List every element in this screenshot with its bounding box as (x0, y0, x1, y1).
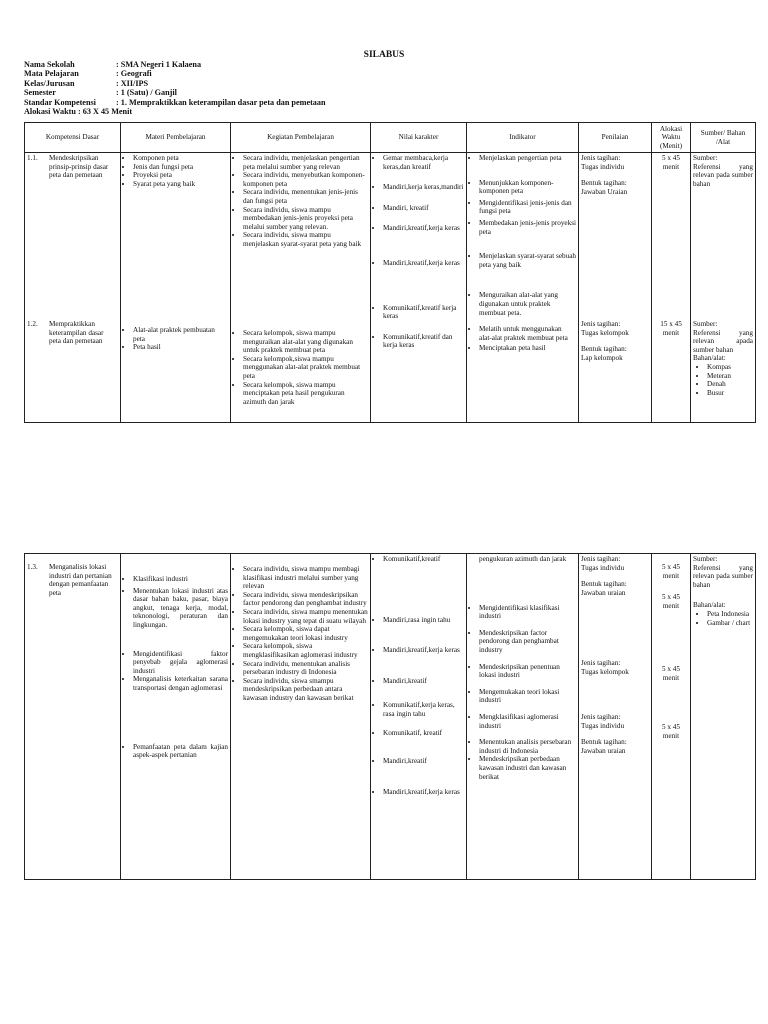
list-item: • Mengklasifikasi aglomerasi industri (479, 713, 576, 730)
header-nilai-karakter: Nilai karakter (371, 123, 467, 153)
materi-cell (121, 554, 231, 880)
sumber-cell: Sumber: Referensi yang relevan pada sumber bahan Bahan/alat: • Peta Indonesia • Gambar / chart (691, 554, 756, 880)
list-item: • Secara individu, siswa mampu menentukan lokasi industry yang tepat di suatu wilayah (243, 608, 368, 625)
list-item: • Busur (707, 389, 753, 398)
list-item: • Secara kelompok, siswa mampu menguraikan alat-alat yang digunakan untuk praktek membuat peta (243, 329, 368, 355)
list-item: • Denah (707, 380, 753, 389)
list-item: • Secara individu, siswa mampu menjelaskan syarat-syarat peta yang baik (243, 231, 368, 248)
list-item: • Komunikatif,kreatif dan kerja keras (383, 333, 464, 350)
list-item: • Menguraikan alat-alat yang digunakan untuk praktek membuat peta. (479, 291, 576, 317)
list-item: • Jenis dan fungsi peta (133, 163, 228, 172)
header-indikator: Indikator (467, 123, 579, 153)
list-item: • Menganalisis keterkaitan sarana transportasi dengan aglomerasi (133, 675, 228, 692)
alokasi-cell: 5 x 45 menit 15 x 45 menit (652, 153, 691, 423)
header-materi: Materi Pembelajaran (121, 123, 231, 153)
kompetensi-dasar-cell: 1.1. Mendeskripsikan prinsip-prinsip dasar peta dan pemetaan 1.2. Mempraktikkan keterampilan dasar peta dan pemetaan (25, 153, 121, 423)
list-item: • Mandiri,rasa ingin tahu (383, 616, 464, 625)
list-item: • Peta hasil (133, 343, 228, 352)
list-item: • Secara individu, menentukan jenis-jenis dan fungsi peta (243, 188, 368, 205)
list-item: • Mandiri,kreatif,kerja keras (383, 646, 464, 655)
list-item: • Mandiri,kerja keras,mandiri (383, 183, 464, 192)
penilaian-cell: Jenis tagihan: Tugas individu Bentuk tagihan: Jawaban Uraian Jenis tagihan: Tugas kelompok Bentuk tagihan: Lap kelompok (579, 153, 652, 423)
list-item: • Mandiri,kreatif,kerja keras (383, 224, 464, 233)
list-item: • Mengemukakan teori lokasi industri (479, 688, 576, 705)
list-item: • Menentukan analisis persebaran industri di Indonesia (479, 738, 576, 755)
header-alokasi-waktu: Alokasi Waktu (Menit) (652, 123, 691, 153)
kompetensi-dasar-cell: 1.3. Menganalisis lokasi industri dan pertanian dengan pemanfaatan peta (25, 554, 121, 880)
list-item: • Membedakan jenis-jenis proyeksi peta (479, 219, 576, 236)
materi-cell (121, 153, 231, 423)
syllabus-meta (24, 60, 326, 116)
kegiatan-cell (231, 554, 371, 880)
list-item: • Secara individu, menyebutkan komponen-komponen peta (243, 171, 368, 188)
list-item: • Secara individu, siswa mendeskripsikan factor pendorong dan penghambat industry (243, 591, 368, 608)
list-item: • Secara individu, siswa smampu mendeskripsikan perbedaan antara kawasan industry dan kawasan berikat (243, 677, 368, 703)
list-item: • Menjelaskan syarat-syarat sebuah peta yang baik (479, 252, 576, 269)
table-row (25, 554, 756, 880)
list-item: • Mandiri,kreatif,kerja keras (383, 259, 464, 268)
list-item: • Mandiri,kreatif (383, 677, 464, 686)
indikator-cell (467, 153, 579, 423)
list-item: • Komunikatif, kreatif (383, 729, 464, 738)
list-item: • Komunikatif,kerja keras, rasa ingin tahu (383, 701, 464, 718)
list-item: • Gambar / chart (707, 619, 753, 628)
list-item: • Kompas (707, 363, 753, 372)
meta-row: Semester : 1 (Satu) / Ganjil (24, 88, 177, 98)
list-item: • Komponen peta (133, 154, 228, 163)
nilai-karakter-cell (371, 554, 467, 880)
list-item: • Alat-alat praktek pembuatan peta (133, 326, 228, 343)
list-item: • Meteran (707, 372, 753, 381)
list-item: • Secara kelompok, siswa dapat mengemukakan teori lokasi industry (243, 625, 368, 642)
nilai-karakter-cell (371, 153, 467, 423)
list-item: • Komunikatif,kreatif kerja keras (383, 304, 464, 321)
list-item: • Mandiri,kreatif (383, 757, 464, 766)
list-item: • Secara kelompok, siswa mampu menciptakan peta hasil pengukuran azimuth dan jarak (243, 381, 368, 407)
table-header-row (25, 123, 756, 153)
list-item: • Menjelaskan pengertian peta (479, 154, 576, 163)
list-item: • Secara individu, menjelaskan pengertian peta melalui sumber yang relevan (243, 154, 368, 171)
list-item: • Mendeskripsikan perbedaan kawasan industri dan kawasan berikat (479, 755, 576, 781)
list-item: • Proyeksi peta (133, 171, 228, 180)
list-item: • Melatih untuk menggunakan alat-alat praktek membuat peta (479, 325, 576, 342)
list-item: • Komunikatif,kreatif (383, 555, 464, 564)
list-item: • Secara individu, menentukan analisis persebaran industry di Indonesia (243, 660, 368, 677)
indikator-cell: pengukuran azimuth dan jarak • Mengidentifikasi klasifikasi industri • Mendeskripsikan factor pendorong dan penghambat industry • Mendeskripsikan penentuan lokasi industri • Mengemukakan teori lokasi industri • Mengklasifikasi aglomerasi industri • Menentukan analisis persebaran industri di Indonesia • Mendeskripsikan perbedaan kawasan industri dan kawasan berikat (467, 554, 579, 880)
list-item: • Mengidentifikasi faktor penyebab gejala aglomerasi industri (133, 650, 228, 676)
list-item: • Menentukan lokasi industri atas dasar bahan baku, pasar, biaya angkut, tenaga kerja, modal, teknonologi, peraturan dan lingkungan. (133, 587, 228, 630)
meta-row: Kelas/Jurusan : XII/IPS (24, 78, 149, 88)
list-item: • Secara kelompok,siswa mampu menggunakan alat-alat praktek membuat peta (243, 355, 368, 381)
header-kompetensi-dasar: Kompetensi Dasar (25, 123, 121, 153)
alokasi-cell: 5 x 45 menit 5 x 45 menit 5 x 45 menit 5 x 45 menit (652, 554, 691, 880)
list-item: • Menunjukkan komponen-komponen peta (479, 179, 576, 196)
list-item: • Mandiri, kreatif (383, 204, 464, 213)
penilaian-cell: Jenis tagihan: Tugas individu Bentuk tagihan: Jawaban uraian Jenis tagihan: Tugas kelompok Jenis tagihan: Tugas individu Bentuk tagihan: Jawaban uraian (579, 554, 652, 880)
table-row (25, 153, 756, 423)
meta-row: Standar Kompetensi : 1. Mempraktikkan keterampilan dasar peta dan pemetaan (24, 97, 326, 107)
list-item: • Secara individu, siswa mampu membagi klasifikasi industri melalui sumber yang relevan (243, 565, 368, 591)
list-item: • Menciptakan peta hasil (479, 344, 576, 353)
list-item: • Mandiri,kreatif,kerja keras (383, 788, 464, 797)
document-title: SILABUS (363, 50, 405, 60)
list-item: • Mengidentifikasi klasifikasi industri (479, 604, 576, 621)
meta-row: Nama Sekolah : SMA Negeri 1 Kalaena (24, 60, 202, 69)
syllabus-table-part-1 (24, 122, 756, 423)
list-item: • Syarat peta yang baik (133, 180, 228, 189)
list-item: • Pemanfaatan peta dalam kajian aspek-aspek pertanian (133, 743, 228, 760)
list-item: • Mengidentifikasi jenis-jenis dan fungsi peta (479, 199, 576, 216)
list-item: • Secara kelompok, siswa mengklasifikasikan aglomerasi industry (243, 642, 368, 659)
header-penilaian: Penilaian (579, 123, 652, 153)
kegiatan-cell (231, 153, 371, 423)
list-item: • Mendeskripsikan factor pendorong dan penghambat industry (479, 629, 576, 655)
list-item: • Peta Indonesia (707, 610, 753, 619)
meta-row: Mata Pelajaran : Geografi (24, 69, 152, 79)
list-item: • Secara individu, siswa mampu membedakan jenis-jenis proyeksi peta melalui sumber yang relevan. (243, 206, 368, 232)
header-kegiatan: Kegiatan Pembelajaran (231, 123, 371, 153)
meta-row: Alokasi Waktu : 63 X 45 Menit (24, 107, 133, 117)
list-item: • Gemar membaca,kerja keras,dan kreatif (383, 154, 464, 171)
sumber-cell: Sumber: Referensi yang relevan pada sumber bahan Sumber: Referensi yang relevan apada sumber bahan Bahan/alat: • Kompas • Meteran • Denah • Busur (691, 153, 756, 423)
list-item: • Klasifikasi industri (133, 575, 228, 584)
header-sumber: Sumber/ Bahan /Alat (691, 123, 756, 153)
syllabus-table-part-2 (24, 553, 756, 880)
list-item: • Mendeskripsikan penentuan lokasi industri (479, 663, 576, 680)
